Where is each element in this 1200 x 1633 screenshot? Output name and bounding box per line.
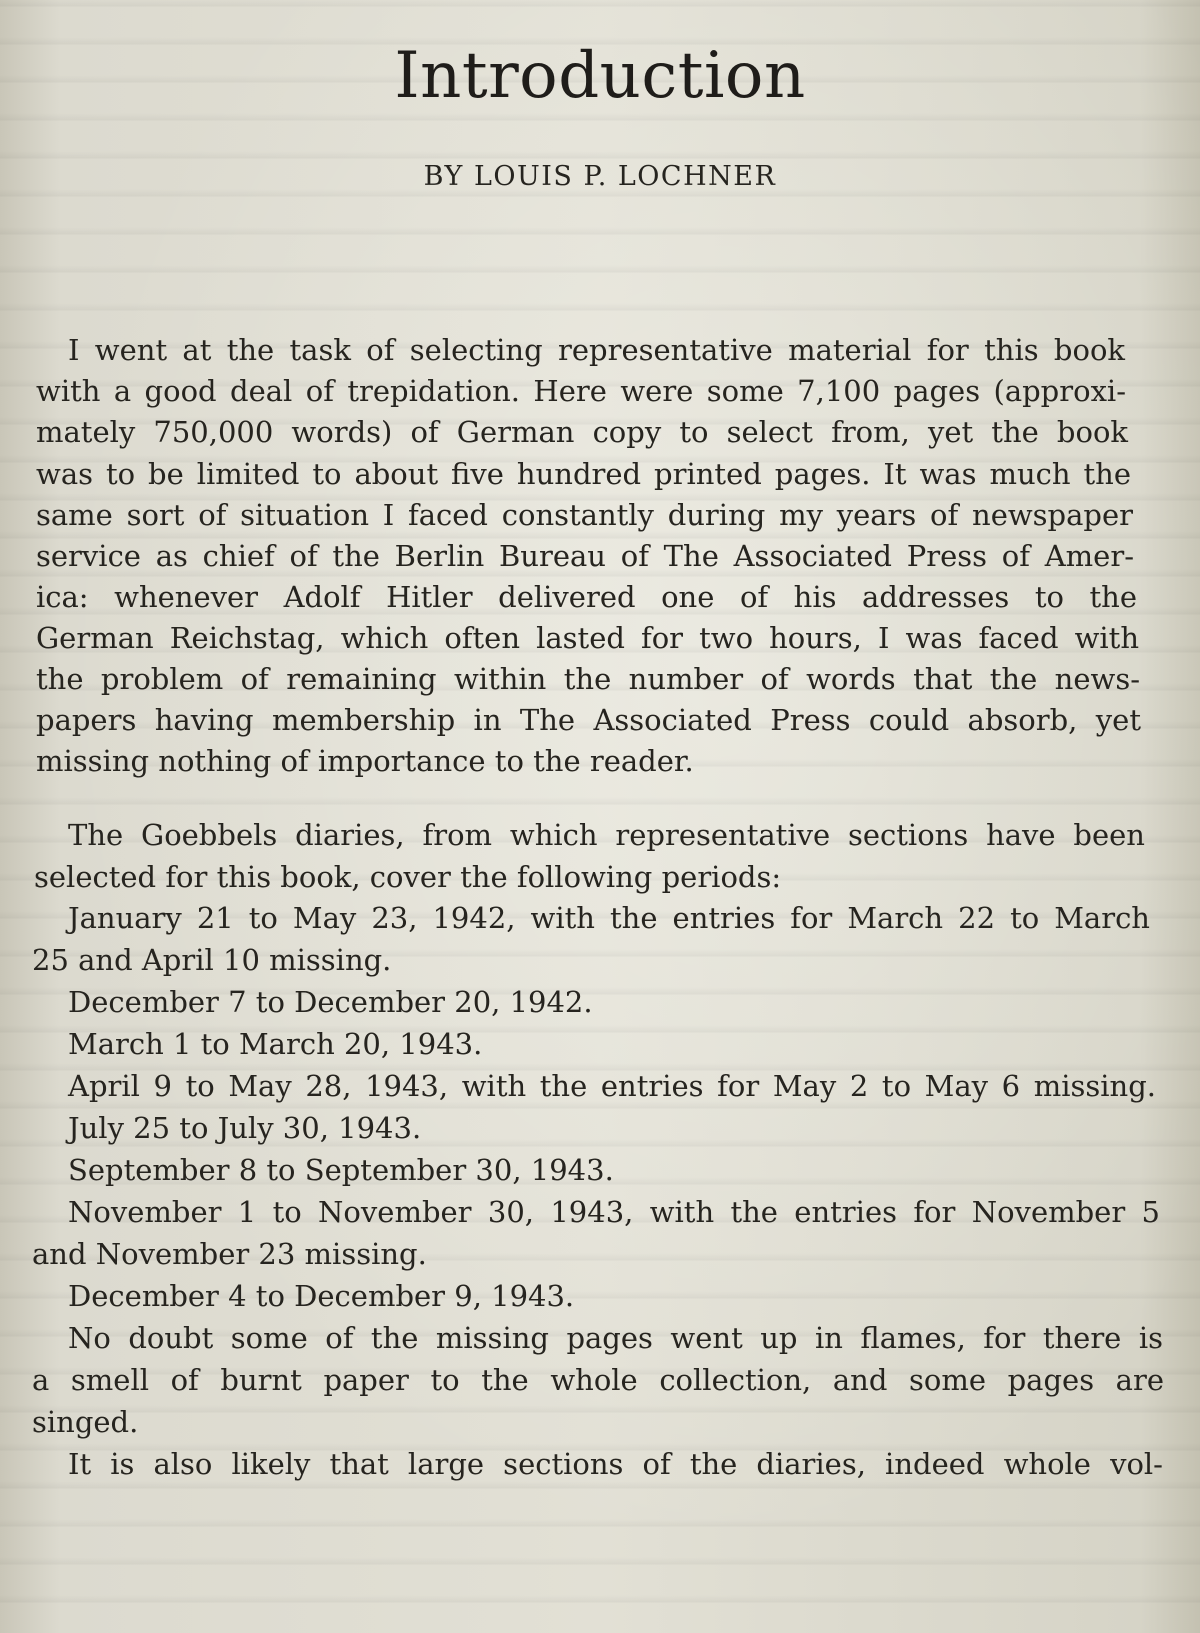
text-line: No doubt some of the missing pages went up in flames, for there is (68, 1321, 1163, 1355)
text-line: The Goebbels diaries, from which representative sections have been (68, 818, 1145, 852)
text-line: the problem of remaining within the number of words that the news- (36, 662, 1140, 696)
text-line: missing nothing of importance to the reader. (36, 744, 694, 778)
text-line: January 21 to May 23, 1942, with the entries for March 22 to March (68, 901, 1150, 935)
author-byline: BY LOUIS P. LOCHNER (423, 161, 777, 192)
text-line: September 8 to September 30, 1943. (68, 1153, 614, 1187)
text-line: service as chief of the Berlin Bureau of The Associated Press of Amer- (36, 539, 1134, 573)
text-line: November 1 to November 30, 1943, with the entries for November 5 (68, 1195, 1160, 1229)
text-line: was to be limited to about five hundred printed pages. It was much the (36, 457, 1131, 491)
text-line: 25 and April 10 missing. (32, 943, 392, 977)
text-line: singed. (32, 1405, 139, 1439)
text-line: I went at the task of selecting representative material for this book (68, 333, 1125, 367)
text-line: July 25 to July 30, 1943. (68, 1111, 422, 1145)
text-line: ica: whenever Adolf Hitler delivered one of his addresses to the (36, 580, 1137, 614)
text-line: April 9 to May 28, 1943, with the entries for May 2 to May 6 missing. (68, 1069, 1156, 1103)
text-line: with a good deal of trepidation. Here were some 7,100 pages (approxi- (36, 374, 1126, 408)
text-line: selected for this book, cover the following periods: (34, 860, 782, 894)
text-line: March 1 to March 20, 1943. (68, 1027, 483, 1061)
text-line: papers having membership in The Associated Press could absorb, yet (36, 703, 1141, 737)
text-line: German Reichstag, which often lasted for two hours, I was faced with (36, 621, 1139, 655)
text-line: mately 750,000 words) of German copy to select from, yet the book (36, 415, 1128, 449)
text-line: December 4 to December 9, 1943. (68, 1279, 575, 1313)
chapter-title: Introduction (394, 39, 806, 113)
text-line: and November 23 missing. (32, 1237, 427, 1271)
text-line: same sort of situation I faced constantly during my years of newspaper (36, 498, 1133, 532)
text-line: a smell of burnt paper to the whole collection, and some pages are (32, 1363, 1164, 1397)
text-line: It is also likely that large sections of the diaries, indeed whole vol- (68, 1447, 1163, 1481)
text-line: December 7 to December 20, 1942. (68, 985, 593, 1019)
